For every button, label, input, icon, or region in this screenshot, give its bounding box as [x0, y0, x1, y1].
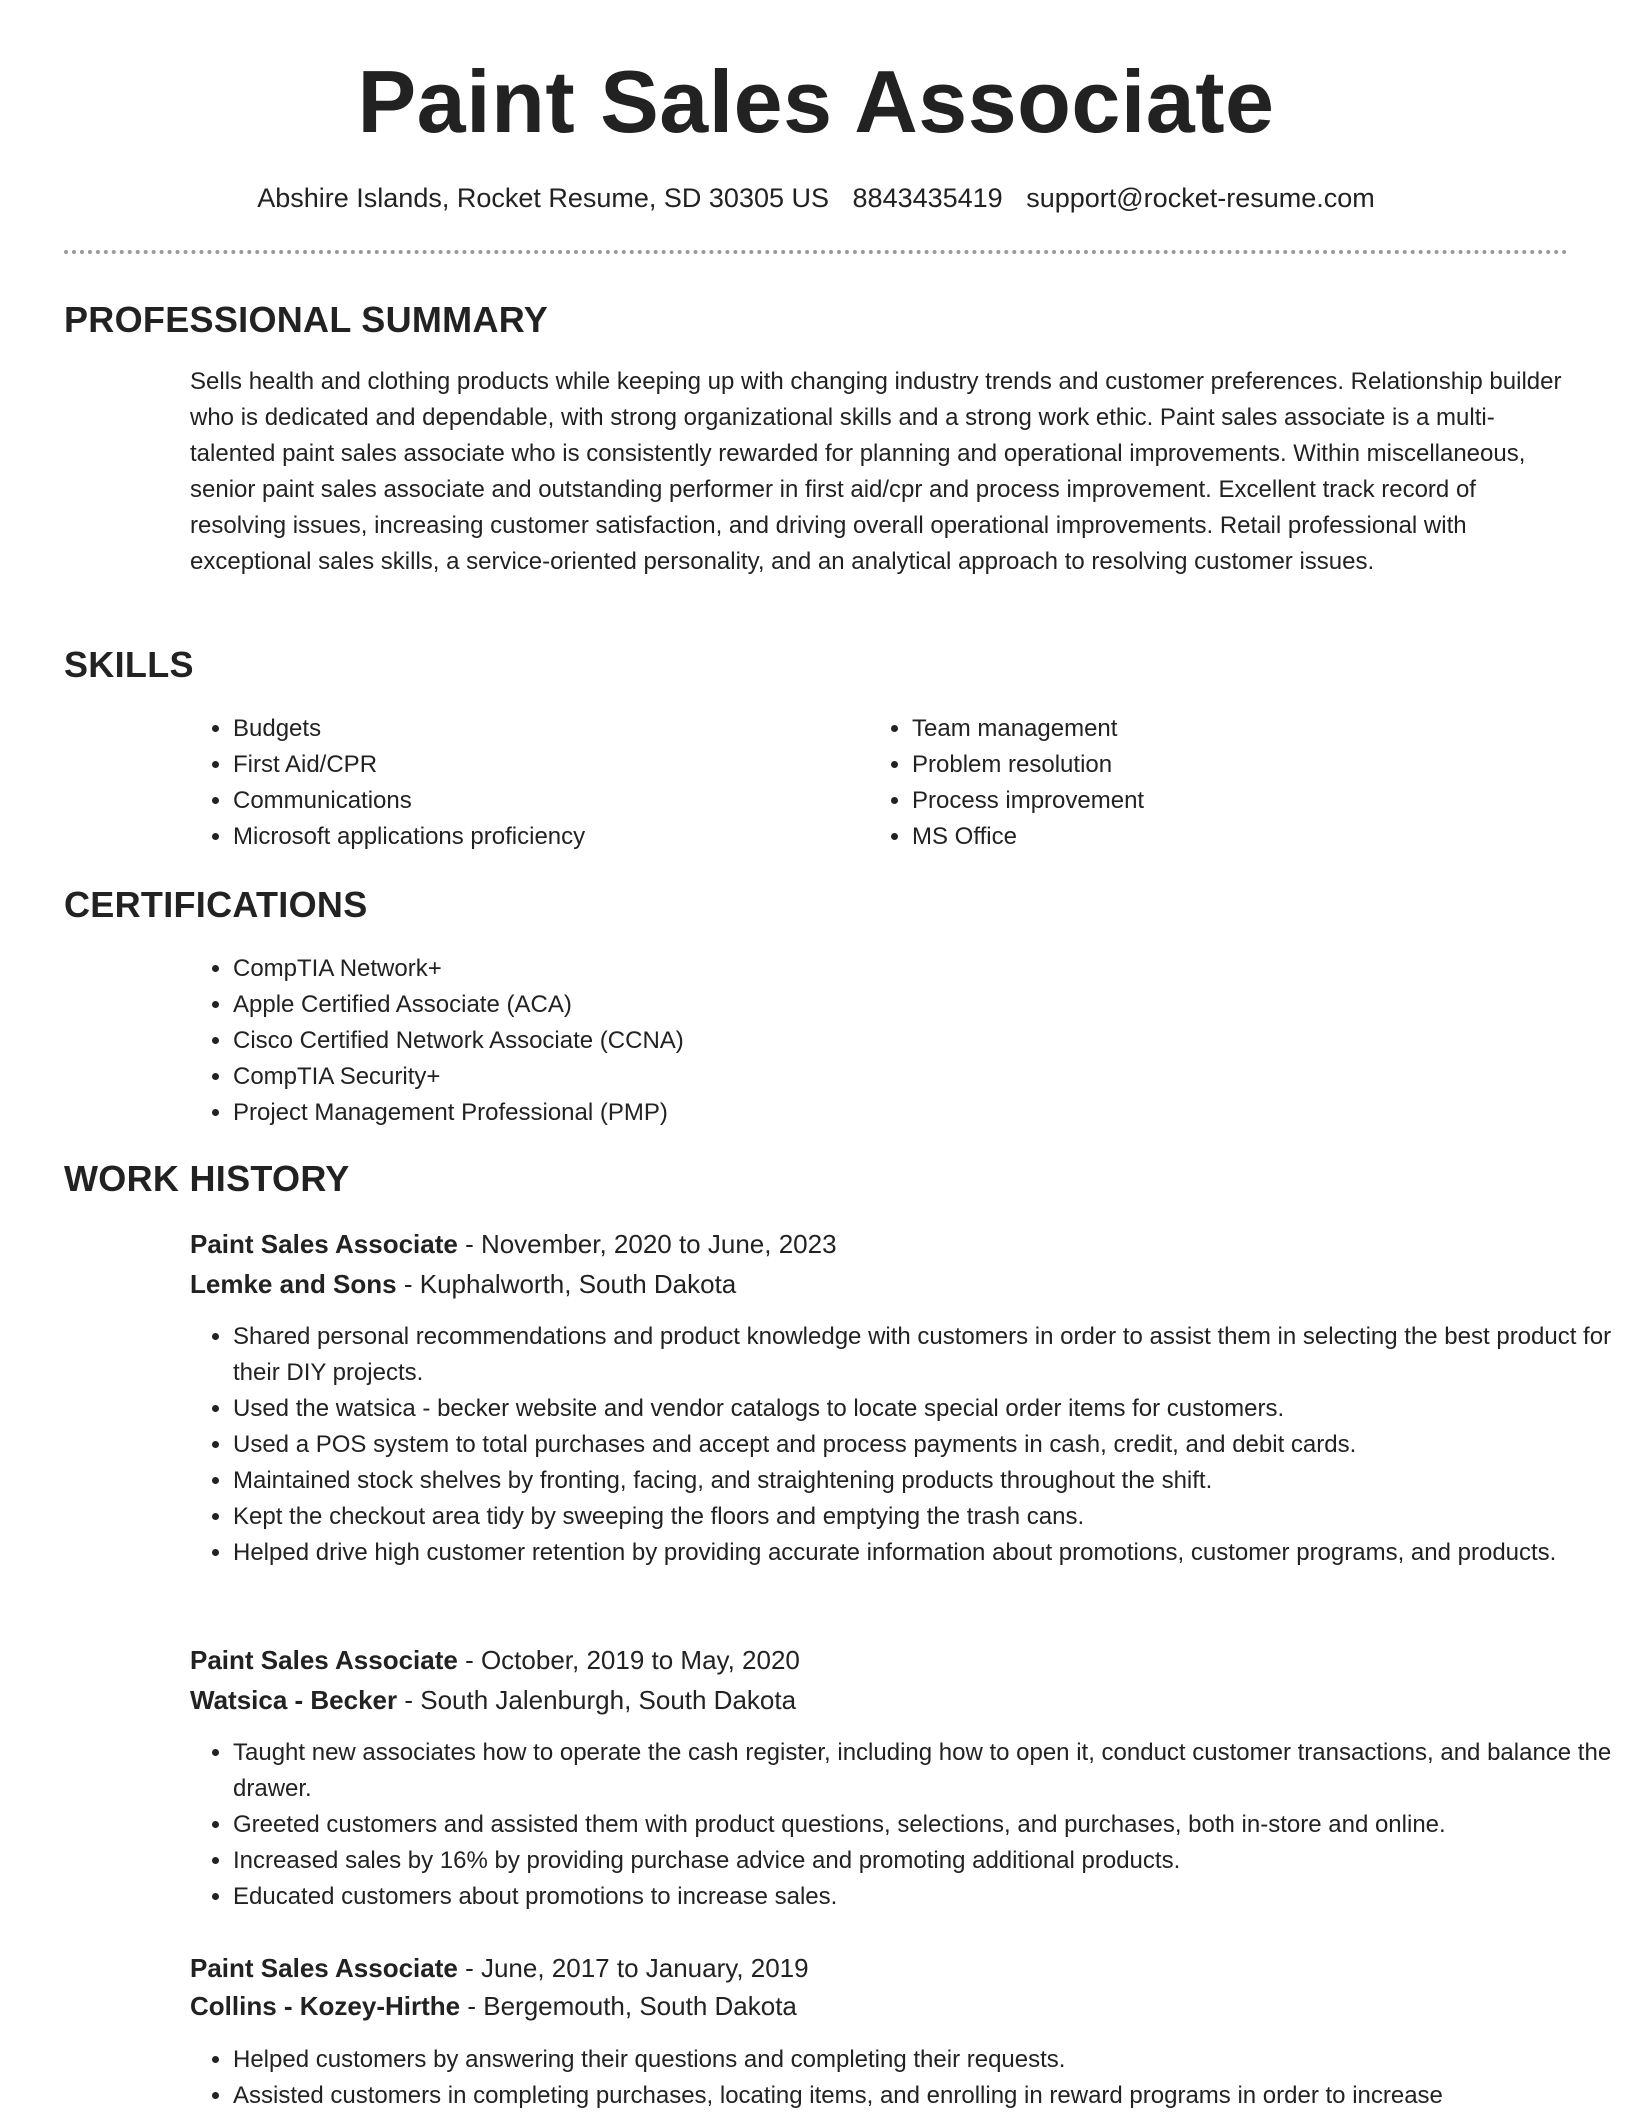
job-bullet: • Assisted customers in completing purchases, locating items, and enrolling in reward programs in order to increase	[233, 2078, 1613, 2114]
job-dates: - October, 2019 to May, 2020	[457, 1645, 800, 1675]
job-company-line	[190, 1986, 797, 2026]
job-location: - Bergemouth, South Dakota	[460, 1991, 797, 2021]
job-bullet: • Greeted customers and assisted them with product questions, selections, and purchases, both in-store and online.	[233, 1807, 1613, 1843]
job-location: - South Jalenburgh, South Dakota	[397, 1685, 797, 1715]
skills-list-left	[190, 711, 853, 855]
job-dates: - June, 2017 to January, 2019	[457, 1953, 809, 1983]
contact-phone: 8843435419	[852, 183, 1003, 213]
job-bullet: • Helped drive high customer retention by providing accurate information about promotions, customer programs, and products.	[233, 1535, 1613, 1571]
contact-address: Abshire Islands, Rocket Resume, SD 30305 US	[257, 183, 830, 213]
job-role: Paint Sales Associate	[190, 1645, 458, 1675]
section-title-work-history: WORK HISTORY	[64, 1158, 350, 1199]
contact-email: support@rocket-resume.com	[1026, 183, 1375, 213]
skill-item: • First Aid/CPR	[233, 747, 853, 783]
job-bullet: • Educated customers about promotions to increase sales.	[233, 1879, 1613, 1915]
job-bullet: • Taught new associates how to operate the cash register, including how to open it, conduct customer transactions, and balance the drawer.	[233, 1735, 1613, 1807]
job-bullet-list	[190, 2042, 1613, 2114]
job-company-line	[190, 1680, 796, 1720]
skill-item: • Team management	[912, 711, 1532, 747]
job-bullet: • Shared personal recommendations and product knowledge with customers in order to assist them in selecting the best product for their DIY projects.	[233, 1319, 1613, 1391]
job-bullet: • Increased sales by 16% by providing purchase advice and promoting additional products.	[233, 1843, 1613, 1879]
job-bullet-list	[190, 1735, 1613, 1915]
job-dates: - November, 2020 to June, 2023	[457, 1229, 837, 1259]
job-bullet: • Helped customers by answering their questions and completing their requests.	[233, 2042, 1613, 2078]
skill-item: • Microsoft applications proficiency	[233, 819, 853, 855]
section-title-skills: SKILLS	[64, 644, 194, 685]
job-role-line	[190, 1224, 837, 1264]
certification-item: • Cisco Certified Network Associate (CCNA)	[233, 1023, 1533, 1059]
skill-item: • Budgets	[233, 711, 853, 747]
certifications-list	[190, 951, 1533, 1131]
job-bullet: • Used the watsica - becker website and vendor catalogs to locate special order items for customers.	[233, 1391, 1613, 1427]
job-role: Paint Sales Associate	[190, 1953, 458, 1983]
skills-list-right	[869, 711, 1532, 855]
skill-item: • Problem resolution	[912, 747, 1532, 783]
certification-item: • CompTIA Security+	[233, 1059, 1533, 1095]
job-bullet-list	[190, 1319, 1613, 1571]
resume-name-title: Paint Sales Associate	[357, 52, 1275, 151]
skill-item: • Communications	[233, 783, 853, 819]
job-role-line	[190, 1640, 800, 1680]
header-divider	[64, 250, 1568, 254]
summary-text: Sells health and clothing products while keeping up with changing industry trends and customer preferences. Relationship builder who is dedicated and dependable, with strong organizational skills and a strong work ethic. Paint sales associate is a multi-talented paint sales associate who is consistently rewarded for planning and operational improvements. Within miscellaneous, senior paint sales associate and outstanding performer in first aid/cpr and process improvement. Excellent track record of resolving issues, increasing customer satisfaction, and driving overall operational improvements. Retail professional with exceptional sales skills, a service-oriented personality, and an analytical approach to resolving customer issues.	[190, 368, 1562, 575]
job-role-line	[190, 1948, 809, 1988]
job-company: Lemke and Sons	[190, 1269, 397, 1299]
certification-item: • Apple Certified Associate (ACA)	[233, 987, 1533, 1023]
section-title-summary: PROFESSIONAL SUMMARY	[64, 299, 549, 340]
job-bullet: • Kept the checkout area tidy by sweeping the floors and emptying the trash cans.	[233, 1499, 1613, 1535]
job-location: - Kuphalworth, South Dakota	[396, 1269, 737, 1299]
contact-line	[0, 180, 1632, 216]
job-company: Watsica - Becker	[190, 1685, 398, 1715]
skill-item: • Process improvement	[912, 783, 1532, 819]
certification-item: • Project Management Professional (PMP)	[233, 1095, 1533, 1131]
job-company-line	[190, 1264, 736, 1304]
job-bullet: • Maintained stock shelves by fronting, facing, and straightening products throughout the shift.	[233, 1463, 1613, 1499]
skill-item: • MS Office	[912, 819, 1532, 855]
certification-item: • CompTIA Network+	[233, 951, 1533, 987]
section-title-certifications: CERTIFICATIONS	[64, 884, 368, 925]
job-role: Paint Sales Associate	[190, 1229, 458, 1259]
job-bullet: • Used a POS system to total purchases and accept and process payments in cash, credit, and debit cards.	[233, 1427, 1613, 1463]
job-company: Collins - Kozey-Hirthe	[190, 1991, 461, 2021]
